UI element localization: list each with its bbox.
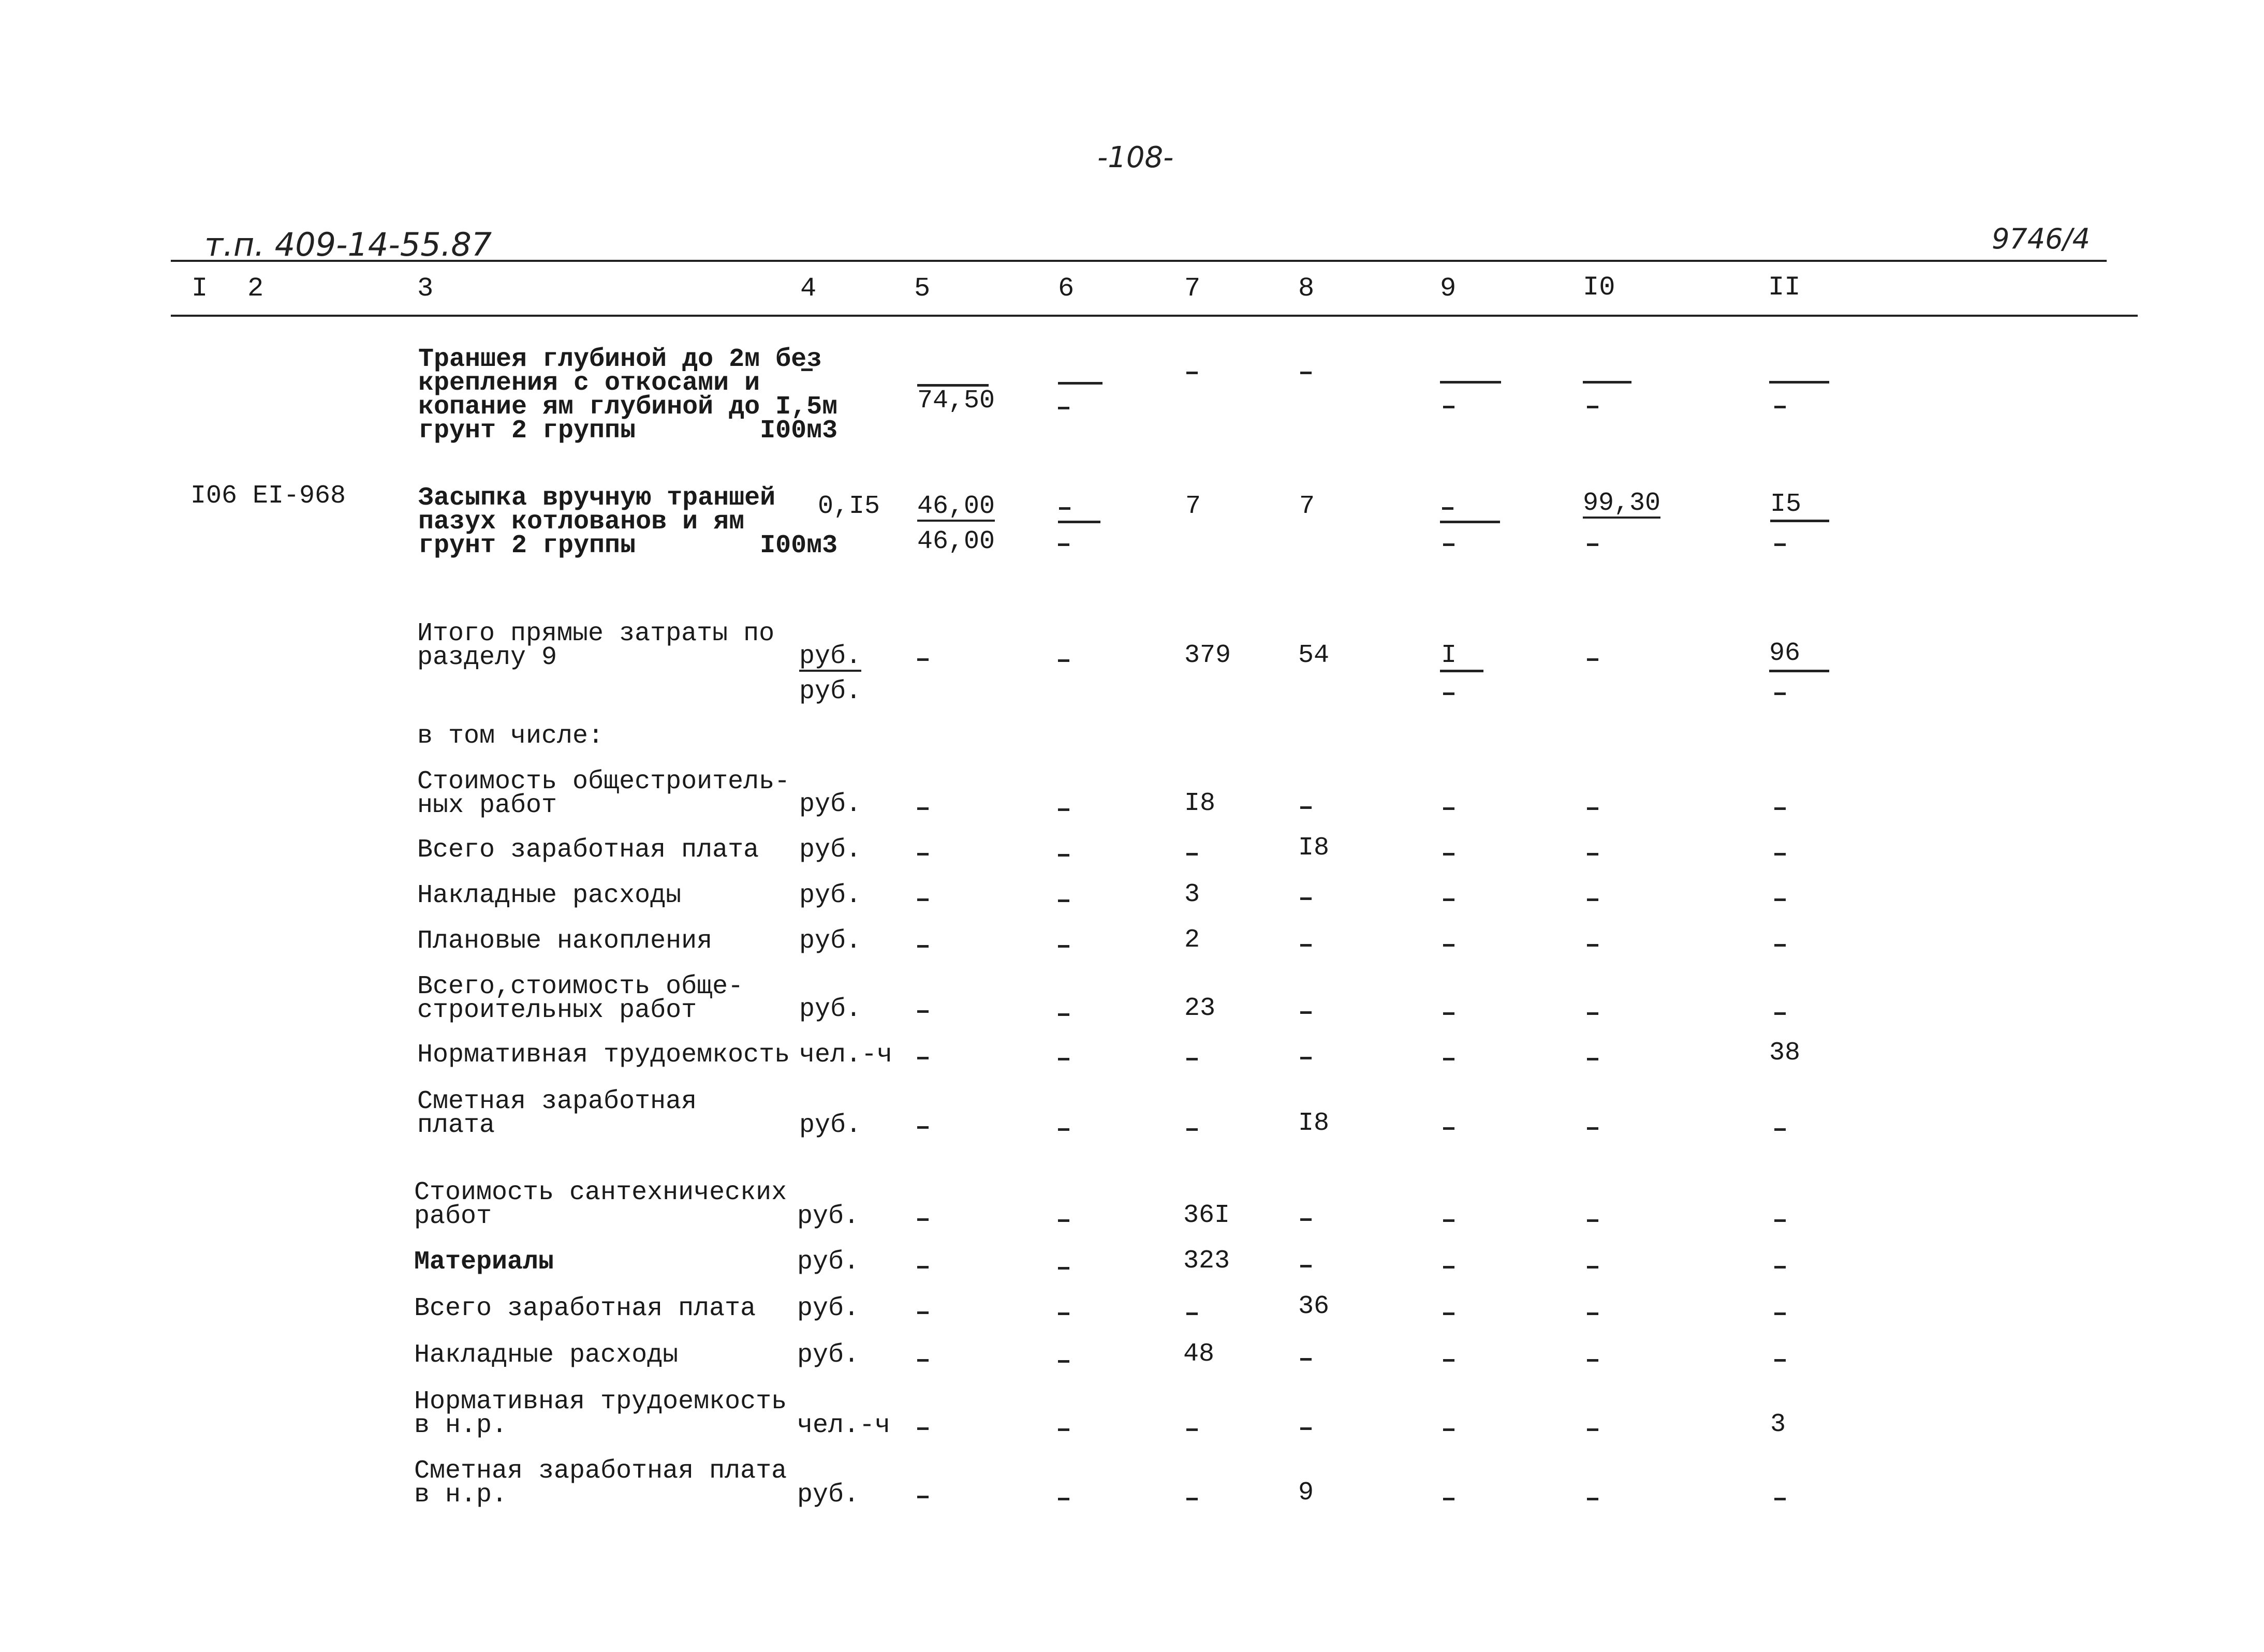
general-col8-6: I8 xyxy=(1298,1109,1330,1138)
general-col6-dash-0 xyxy=(1058,808,1069,811)
trench-col8-dash xyxy=(1300,372,1312,374)
sanitary-col11-dash-2 xyxy=(1774,1312,1786,1315)
sanitary-col10-dash-5 xyxy=(1587,1498,1598,1500)
general-label-2: Накладные расходы xyxy=(417,881,682,910)
sanitary-unit-1: руб. xyxy=(797,1247,860,1277)
trench-col11-dash xyxy=(1774,406,1786,408)
sanitary-col8-dash-0 xyxy=(1300,1218,1312,1221)
general-col11-dash-0 xyxy=(1774,807,1786,810)
total-col5-dash xyxy=(917,658,929,661)
total-col10-dash xyxy=(1587,658,1598,661)
general-col10-dash-1 xyxy=(1587,853,1598,856)
backfill-description: Засыпка вручную траншей пазух котлованов и ям грунт 2 группы I00м3 xyxy=(418,483,838,561)
backfill-quantity: 0,I5 xyxy=(818,492,880,521)
trench-col6-rule xyxy=(1058,382,1102,385)
general-label-3: Плановые накопления xyxy=(417,926,713,956)
trench-col4-dash xyxy=(801,368,813,371)
backfill-col10-top: 99,30 xyxy=(1583,489,1661,518)
column-header-8: 8 xyxy=(1298,273,1315,304)
sanitary-col6-dash-2 xyxy=(1058,1312,1069,1315)
general-col11-5: 38 xyxy=(1769,1038,1801,1068)
general-col6-dash-4 xyxy=(1058,1013,1069,1016)
backfill-col11-rule xyxy=(1770,520,1829,522)
general-col10-dash-3 xyxy=(1587,944,1598,947)
total-col11-rule xyxy=(1769,670,1829,672)
general-col8-dash-3 xyxy=(1300,944,1312,947)
general-col11-dash-4 xyxy=(1774,1012,1786,1015)
trench-col11-rule xyxy=(1769,381,1829,384)
column-header-3: 3 xyxy=(417,273,434,304)
total-col8: 54 xyxy=(1298,641,1330,670)
sanitary-col5-dash-0 xyxy=(917,1218,929,1221)
general-col8-dash-5 xyxy=(1300,1057,1312,1059)
backfill-col11-top: I5 xyxy=(1770,490,1802,519)
trench-col10-dash xyxy=(1587,406,1598,408)
general-col9-dash-4 xyxy=(1443,1012,1454,1015)
sanitary-col5-dash-4 xyxy=(917,1427,929,1430)
general-col5-dash-0 xyxy=(917,807,929,810)
general-col7-3: 2 xyxy=(1184,925,1200,955)
sanitary-col9-dash-2 xyxy=(1443,1312,1454,1315)
sanitary-col8-dash-3 xyxy=(1300,1358,1312,1361)
general-col6-dash-2 xyxy=(1058,899,1069,902)
backfill-col6-dash-top xyxy=(1059,507,1070,510)
sanitary-col10-dash-1 xyxy=(1587,1266,1598,1269)
sanitary-col6-dash-3 xyxy=(1058,1360,1069,1363)
sanitary-col10-dash-4 xyxy=(1587,1428,1598,1431)
sanitary-unit-3: руб. xyxy=(797,1340,860,1370)
sanitary-col7-dash-4 xyxy=(1186,1428,1198,1431)
sanitary-col5-dash-2 xyxy=(917,1311,929,1314)
general-col6-dash-5 xyxy=(1058,1058,1069,1060)
sanitary-unit-0: руб. xyxy=(797,1202,860,1231)
sanitary-label-4: Нормативная трудоемкость в н.р. xyxy=(414,1387,787,1440)
general-col11-dash-6 xyxy=(1774,1128,1786,1131)
backfill-col9-dash-top xyxy=(1442,507,1453,510)
trench-description: Траншея глубиной до 2м без крепления с откосами и копание ям глубиной до I,5м грунт 2 группы I00м3 xyxy=(418,345,838,446)
general-unit-5: чел.-ч xyxy=(799,1040,893,1070)
backfill-col9-rule xyxy=(1440,521,1500,523)
general-col5-dash-5 xyxy=(917,1057,929,1059)
sanitary-label-5: Сметная заработная плата в н.р. xyxy=(414,1456,787,1510)
general-label-0: Стоимость общестроитель- ных работ xyxy=(417,767,790,820)
sanitary-col11-dash-3 xyxy=(1774,1359,1786,1362)
backfill-col7: 7 xyxy=(1185,492,1201,521)
general-label-6: Сметная заработная плата xyxy=(417,1087,697,1140)
sanitary-col10-dash-0 xyxy=(1587,1219,1598,1222)
general-unit-1: руб. xyxy=(799,835,862,865)
general-col8-dash-2 xyxy=(1300,897,1312,900)
trench-col10-rule xyxy=(1583,381,1631,384)
general-col10-dash-0 xyxy=(1587,807,1598,810)
total-unit-bottom: руб. xyxy=(799,677,862,706)
sanitary-col7-1: 323 xyxy=(1183,1246,1230,1276)
column-header-6: 6 xyxy=(1058,273,1075,304)
backfill-col10-dash xyxy=(1587,543,1598,546)
sanitary-col5-dash-5 xyxy=(917,1496,929,1498)
sanitary-col9-dash-5 xyxy=(1443,1498,1454,1500)
sanitary-col8-dash-1 xyxy=(1300,1265,1312,1267)
sanitary-col5-dash-1 xyxy=(917,1266,929,1269)
general-col7-dash-6 xyxy=(1186,1128,1198,1131)
column-header-5: 5 xyxy=(914,273,931,304)
general-col9-dash-0 xyxy=(1443,807,1454,810)
header-bottom-rule xyxy=(171,315,2138,317)
trench-col9-rule xyxy=(1440,381,1501,384)
general-col11-dash-1 xyxy=(1774,853,1786,856)
total-col9-top: I xyxy=(1441,641,1457,670)
sanitary-col10-dash-3 xyxy=(1587,1359,1598,1362)
backfill-col9-dash xyxy=(1443,543,1454,546)
general-col7-dash-5 xyxy=(1186,1058,1198,1060)
column-header-4: 4 xyxy=(800,273,817,304)
backfill-col11-dash xyxy=(1774,543,1786,546)
column-header-1: I xyxy=(192,273,208,304)
total-col9-rule xyxy=(1440,670,1483,672)
general-col11-dash-3 xyxy=(1774,944,1786,947)
column-header-10: I0 xyxy=(1583,272,1615,303)
sanitary-col11-dash-0 xyxy=(1774,1219,1786,1222)
project-code: т.п. 409-14-55.87 xyxy=(204,226,492,263)
total-col9-dash xyxy=(1443,692,1454,695)
general-unit-6: руб. xyxy=(799,1111,862,1140)
sanitary-col11-dash-5 xyxy=(1774,1498,1786,1500)
general-label-5: Нормативная трудоемкость xyxy=(417,1040,790,1070)
trench-col9-dash xyxy=(1443,406,1454,408)
general-col9-dash-2 xyxy=(1443,898,1454,901)
general-unit-2: руб. xyxy=(799,881,862,910)
general-label-4: Всего,стоимость обще- строительных работ xyxy=(417,972,744,1025)
general-col10-dash-5 xyxy=(1587,1058,1598,1060)
column-header-2: 2 xyxy=(247,273,264,304)
total-description: Итого прямые затраты по разделу 9 xyxy=(417,619,775,672)
trench-col6-dash xyxy=(1058,407,1069,409)
sanitary-col8-5: 9 xyxy=(1298,1478,1314,1508)
general-col9-dash-6 xyxy=(1443,1127,1454,1130)
backfill-col8: 7 xyxy=(1299,492,1315,521)
trench-col5-bottom: 74,50 xyxy=(917,386,995,416)
general-col10-dash-4 xyxy=(1587,1012,1598,1015)
sanitary-col6-dash-4 xyxy=(1058,1428,1069,1431)
header-top-rule xyxy=(171,260,2107,262)
general-col5-dash-1 xyxy=(917,853,929,856)
general-col7-dash-1 xyxy=(1186,853,1198,856)
total-unit-top: руб. xyxy=(799,642,862,671)
sanitary-col7-0: 36I xyxy=(1183,1201,1230,1230)
sanitary-col9-dash-1 xyxy=(1443,1266,1454,1269)
sanitary-label-0: Стоимость сантехнических работ xyxy=(414,1178,787,1231)
general-col9-dash-5 xyxy=(1443,1058,1454,1060)
sanitary-label-2: Всего заработная плата xyxy=(414,1294,756,1323)
backfill-col6-dash xyxy=(1058,543,1069,546)
general-col5-dash-4 xyxy=(917,1010,929,1013)
sanitary-col10-dash-2 xyxy=(1587,1312,1598,1315)
sanitary-unit-5: руб. xyxy=(797,1480,860,1510)
backfill-col6-rule xyxy=(1058,521,1100,523)
general-col5-dash-2 xyxy=(917,898,929,901)
page-number: -108- xyxy=(1097,141,1174,174)
sanitary-col7-3: 48 xyxy=(1183,1339,1215,1369)
sanitary-col6-dash-5 xyxy=(1058,1498,1069,1500)
general-label-1: Всего заработная плата xyxy=(417,835,759,865)
general-col8-dash-4 xyxy=(1300,1011,1312,1014)
sanitary-col9-dash-0 xyxy=(1443,1219,1454,1222)
sanitary-col6-dash-0 xyxy=(1058,1219,1069,1222)
general-col8-1: I8 xyxy=(1298,833,1330,863)
general-col9-dash-3 xyxy=(1443,944,1454,947)
general-col10-dash-6 xyxy=(1587,1127,1598,1130)
general-col6-dash-3 xyxy=(1058,945,1069,948)
general-unit-0: руб. xyxy=(799,790,862,819)
column-header-11: II xyxy=(1768,272,1801,303)
sanitary-col8-2: 36 xyxy=(1298,1292,1330,1321)
general-col7-4: 23 xyxy=(1184,994,1216,1023)
sanitary-col7-dash-2 xyxy=(1186,1312,1198,1315)
total-col7: 379 xyxy=(1184,641,1231,670)
general-col5-dash-3 xyxy=(917,945,929,948)
backfill-position: I06 ЕI-968 xyxy=(190,481,346,511)
general-unit-4: руб. xyxy=(799,995,862,1024)
sanitary-col11-dash-1 xyxy=(1774,1266,1786,1269)
column-header-9: 9 xyxy=(1440,273,1457,304)
sanitary-col8-dash-4 xyxy=(1300,1427,1312,1430)
sanitary-col6-dash-1 xyxy=(1058,1267,1069,1270)
trench-col7-dash xyxy=(1186,372,1198,374)
total-col11-dash xyxy=(1774,692,1786,695)
sanitary-unit-4: чел.-ч xyxy=(797,1411,891,1440)
total-col6-dash xyxy=(1058,659,1069,662)
backfill-col5-top: 46,00 xyxy=(917,492,995,521)
sanitary-unit-2: руб. xyxy=(797,1294,860,1323)
including-label: в том числе: xyxy=(417,721,604,751)
sanitary-label-1: Материалы xyxy=(414,1247,554,1277)
backfill-col5-bottom: 46,00 xyxy=(917,527,995,556)
sheet-code: 9746/4 xyxy=(1992,223,2090,255)
general-col8-dash-0 xyxy=(1300,806,1312,809)
general-col10-dash-2 xyxy=(1587,898,1598,901)
general-col9-dash-1 xyxy=(1443,853,1454,856)
sanitary-label-3: Накладные расходы xyxy=(414,1340,679,1370)
general-unit-3: руб. xyxy=(799,926,862,956)
sanitary-col11-4: 3 xyxy=(1770,1410,1786,1439)
general-col6-dash-6 xyxy=(1058,1128,1069,1131)
sanitary-col9-dash-4 xyxy=(1443,1428,1454,1431)
general-col11-dash-2 xyxy=(1774,898,1786,901)
general-col7-0: I8 xyxy=(1184,789,1216,818)
general-col6-dash-1 xyxy=(1058,854,1069,857)
general-col5-dash-6 xyxy=(917,1126,929,1129)
total-col11-top: 96 xyxy=(1769,639,1801,668)
sanitary-col5-dash-3 xyxy=(917,1359,929,1362)
general-col7-2: 3 xyxy=(1184,880,1200,909)
sanitary-col7-dash-5 xyxy=(1186,1498,1198,1500)
sanitary-col9-dash-3 xyxy=(1443,1359,1454,1362)
column-header-7: 7 xyxy=(1184,273,1201,304)
